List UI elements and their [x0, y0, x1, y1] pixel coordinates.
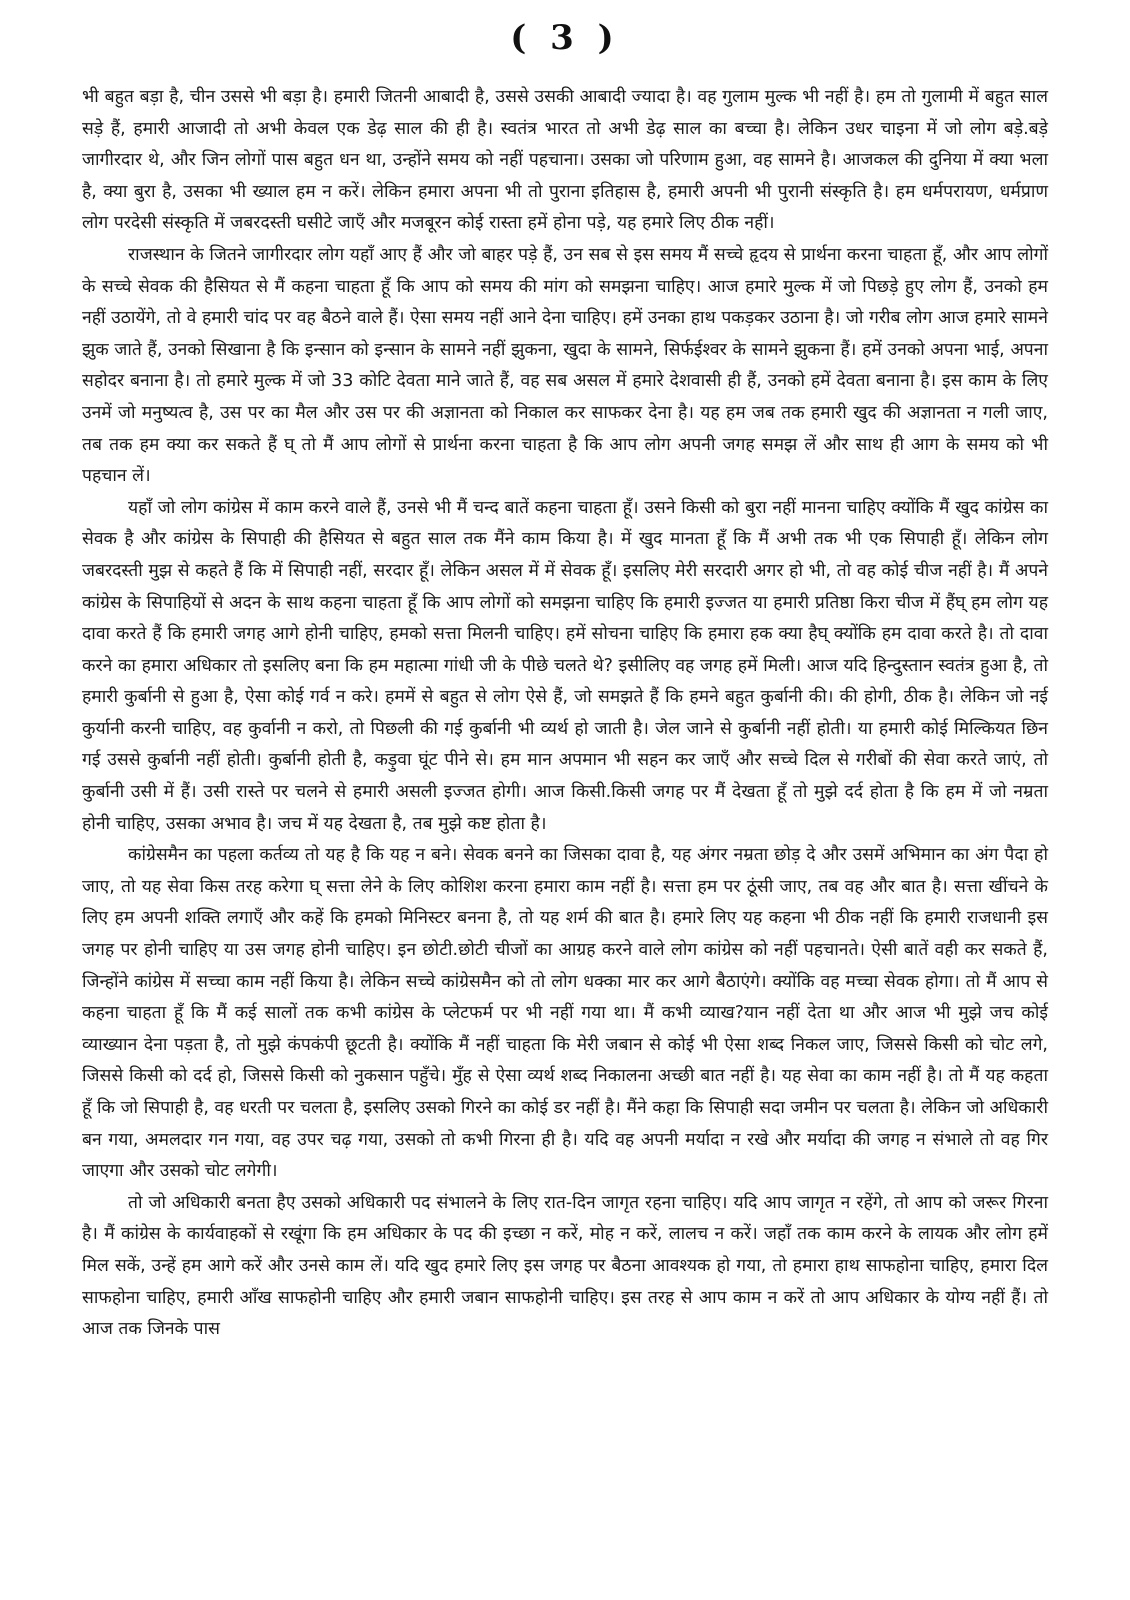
page-body [82, 82, 1048, 1346]
paragraph: भी बहुत बड़ा है, चीन उससे भी बड़ा है। हमारी जितनी आबादी है, उससे उसकी आबादी ज्यादा है। वह गुलाम मुल्क भी नहीं है। हम तो गुलामी में बहुत साल सड़े हैं, हमारी आजादी तो अभी केवल एक डेढ़ साल की ही है। स्वतंत्र भारत तो अभी डेढ़ साल का बच्चा है। लेकिन उधर चाइना में जो लोग बड़े.बड़े जागीरदार थे, और जिन लोगों पास बहुत धन था, उन्होंने समय को नहीं पहचाना। उसका जो परिणाम हुआ, वह सामने है। आजकल की दुनिया में क्या भला है, क्या बुरा है, उसका भी ख्याल हम न करें। लेकिन हमारा अपना भी तो पुराना इतिहास है, हमारी अपनी भी पुरानी संस्कृति है। हम धर्मपरायण, धर्मप्राण लोग परदेसी संस्कृति में जबरदस्ती घसीटे जाएँ और मजबूरन कोई रास्ता हमें होना पड़े, यह हमारे लिए ठीक नहीं। [82, 87, 1049, 234]
paragraph: राजस्थान के जितने जागीरदार लोग यहाँ आए हैं और जो बाहर पड़े हैं, उन सब से इस समय मैं सच्चे हृदय से प्रार्थना करना चाहता हूँ, और आप लोगों के सच्चे सेवक की हैसियत से मैं कहना चाहता हूँ कि आप को समय की मांग को समझना चाहिए। आज हमारे मुल्क में जो पिछड़े हुए लोग हैं, उनको हम नहीं उठायेंगे, तो वे हमारी चांद पर वह बैठने वाले हैं। ऐसा समय नहीं आने देना चाहिए। हमें उनका हाथ पकड़कर उठाना है। जो गरीब लोग आज हमारे सामने झुक जाते हैं, उनको सिखाना है कि इन्सान को इन्सान के सामने नहीं झुकना, खुदा के सामने, सिर्फईश्वर के सामने झुकना हैं। हमें उनको अपना भाई, अपना सहोदर बनाना है। तो हमारे मुल्क में जो 33 कोटि देवता माने जाते हैं, वह सब असल में हमारे देशवासी ही हैं, उनको हमें देवता बनाना है। इस काम के लिए उनमें जो मनुष्यत्व है, उस पर का मैल और उस पर की अज्ञानता को निकाल कर साफकर देना है। यह हम जब तक हमारी खुद की अज्ञानता न गली जाए, तब तक हम क्या कर सकते हैं घ् तो मैं आप लोगों से प्रार्थना करना चाहता है कि आप लोग अपनी जगह समझ लें और साथ ही आग के समय को भी पहचान लें। [82, 244, 1048, 487]
paragraph: कांग्रेसमैन का पहला कर्तव्य तो यह है कि यह न बने। सेवक बनने का जिसका दावा है, यह अंगर नम्रता छोड़ दे और उसमें अभिमान का अंग पैदा हो जाए, तो यह सेवा किस तरह करेगा घ् सत्ता लेने के लिए कोशिश करना हमारा काम नहीं है। सत्ता हम पर ठूंसी जाए, तब वह और बात है। सत्ता खींचने के लिए हम अपनी शक्ति लगाएँ और कहें कि हमको मिनिस्टर बनना है, तो यह शर्म की बात है। हमारे लिए यह कहना भी ठीक नहीं कि हमारी राजधानी इस जगह पर होनी चाहिए या उस जगह होनी चाहिए। इन छोटी.छोटी चीजों का आग्रह करने वाले लोग कांग्रेस को नहीं पहचानते। ऐसी बातें वही कर सकते हैं, जिन्होंने कांग्रेस में सच्चा काम नहीं किया है। लेकिन सच्चे कांग्रेसमैन को तो लोग धक्का मार कर आगे बैठाएंगे। क्योंकि वह मच्चा सेवक होगा। तो मैं आप से कहना चाहता हूँ कि मैं कई सालों तक कभी कांग्रेस के प्लेटफर्म पर भी नहीं गया था। मैं कभी व्याख?यान नहीं देता था और आज भी मुझे जच कोई व्याख्यान देना पड़ता है, तो मुझे कंपकंपी छूटती है। क्योंकि मैं नहीं चाहता कि मेरी जबान से कोई भी ऐसा शब्द निकल जाए, जिससे किसी को चोट लगे, जिससे किसी को दर्द हो, जिससे किसी को नुकसान पहुँचे। मुँह से ऐसा व्यर्थ शब्द निकालना अच्छी बात नहीं है। यह सेवा का काम नहीं है। तो मैं यह कहता हूँ कि जो सिपाही है, वह धरती पर चलता है, इसलिए उसको गिरने का कोई डर नहीं है। मैंने कहा कि सिपाही सदा जमीन पर चलता है। लेकिन जो अधिकारी बन गया, अमलदार गन गया, वह उपर चढ़ गया, उसको तो कभी गिरना ही है। यदि वह अपनी मर्यादा न रखे और मर्यादा की जगह न संभाले तो वह गिर जाएगा और उसको चोट लगेगी। [82, 845, 1048, 1182]
paragraph: यहाँ जो लोग कांग्रेस में काम करने वाले हैं, उनसे भी मैं चन्द बातें कहना चाहता हूँ। उसने किसी को बुरा नहीं मानना चाहिए क्योंकि मैं खुद कांग्रेस का सेवक है और कांग्रेस के सिपाही की हैसियत से बहुत साल तक मैंने काम किया है। में खुद मानता हूँ कि मैं अभी तक भी एक सिपाही हूँ। लेकिन लोग जबरदस्ती मुझ से कहते हैं कि में सिपाही नहीं, सरदार हूँ। लेकिन असल में में सेवक हूँ। इसलिए मेरी सरदारी अगर हो भी, तो वह कोई चीज नहीं है। मैं अपने कांग्रेस के सिपाहियों से अदन के साथ कहना चाहता हूँ कि आप लोगों को समझना चाहिए कि हमारी इज्जत या हमारी प्रतिष्ठा किरा चीज में हैंघ् हम लोग यह दावा करते हैं कि हमारी जगह आगे होनी चाहिए, हमको सत्ता मिलनी चाहिए। हमें सोचना चाहिए कि हमारा हक क्या हैघ् क्योंकि हम दावा करते है। तो दावा करने का हमारा अधिकार तो इसलिए बना कि हम महात्मा गांधी जी के पीछे चलते थे? इसीलिए वह जगह हमें मिली। आज यदि हिन्दुस्तान स्वतंत्र हुआ है, तो हमारी कुर्बानी से हुआ है, ऐसा कोई गर्व न करे। हममें से बहुत से लोग ऐसे हैं, जो समझते हैं कि हमने बहुत कुर्बानी की। की होगी, ठीक है। लेकिन जो नई कुर्यानी करनी चाहिए, वह कुर्वानी न करो, तो पिछली की गई कुर्बानी भी व्यर्थ हो जाती है। जेल जाने से कुर्बानी नहीं होती। या हमारी कोई मिल्कियत छिन गई उससे कुर्बानी नहीं होती। कुर्बानी होती है, कड़ुवा घूंट पीने से। हम मान अपमान भी सहन कर जाएँ और सच्चे दिल से गरीबों की सेवा करते जाएं, तो कुर्बानी उसी में हैं। उसी रास्ते पर चलने से हमारी असली इज्जत होगी। आज किसी.किसी जगह पर मैं देखता हूँ तो मुझे दर्द होता है कि हम में जो नम्रता होनी चाहिए, उसका अभाव है। जच में यह देखता है, तब मुझे कष्ट होता है। [82, 497, 1048, 834]
page-number: ( 3 ) [510, 18, 620, 58]
paragraph: तो जो अधिकारी बनता हैए उसको अधिकारी पद संभालने के लिए रात-दिन जागृत रहना चाहिए। यदि आप जागृत न रहेंगे, तो आप को जरूर गिरना है। मैं कांग्रेस के कार्यवाहकों से रखूंगा कि हम अधिकार के पद की इच्छा न करें, मोह न करें, लालच न करें। जहाँ तक काम करने के लायक और लोग हमें मिल सकें, उन्हें हम आगे करें और उनसे काम लें। यदि खुद हमारे लिए इस जगह पर बैठना आवश्यक हो गया, तो हमारा हाथ साफहोना चाहिए, हमारा दिल साफहोना चाहिए, हमारी आँख साफहोनी चाहिए और हमारी जबान साफहोनी चाहिए। इस तरह से आप काम न करें तो आप अधिकार के योग्य नहीं हैं। तो आज तक जिनके पास [82, 1192, 1048, 1340]
